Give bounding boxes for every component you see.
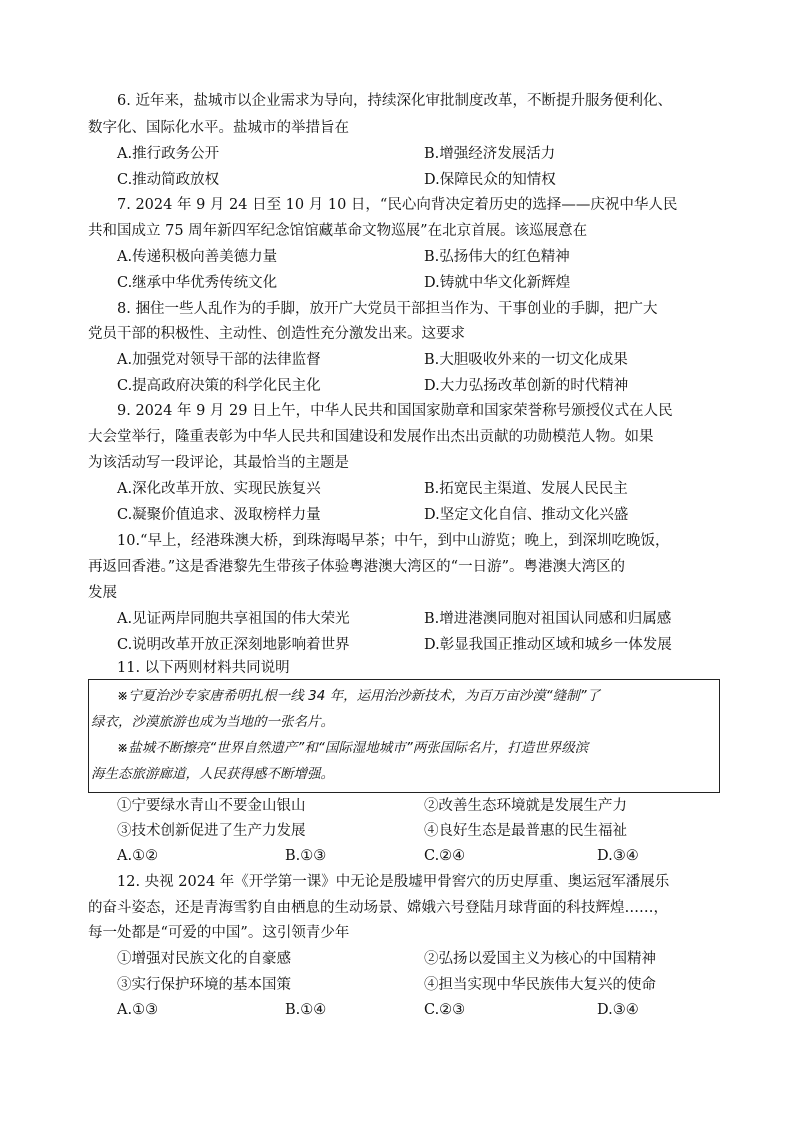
q11-option-a: A.①② [117,848,159,864]
q7-option-a: A.传递积极向善美德力量 [117,249,278,265]
q11-material-box [88,679,720,793]
q11-material-line-1: ※宁夏治沙专家唐希明扎根一线 34 年，运用治沙新技术，为百万亩沙漠“缝制”了 [117,688,601,704]
q12-statement-3: ③实行保护环境的基本国策 [117,977,291,993]
q10-option-d: D.彰显我国正推动区域和城乡一体发展 [424,637,672,653]
q11-statement-2: ②改善生态环境就是发展生产力 [424,798,627,814]
q12-option-b: B.①④ [285,1002,327,1018]
q8-option-d: D.大力弘扬改革创新的时代精神 [424,378,629,394]
q7-option-c: C.继承中华优秀传统文化 [117,275,278,291]
q10-option-c: C.说明改革开放正深刻地影响着世界 [117,637,350,653]
q12-statement-1: ①增强对民族文化的自豪感 [117,951,291,967]
q12-stem-line-2: 的奋斗姿态，还是青海雪豹自由栖息的生动场景、嫦娥六号登陆月球背面的科技辉煌……， [88,900,668,916]
q6-option-c: C.推动简政放权 [117,172,220,188]
q6-option-a: A.推行政务公开 [117,146,220,162]
q12-option-c: C.②③ [424,1002,466,1018]
q10-stem-line-2: 再返回香港。”这是香港黎先生带孩子体验粤港澳大湾区的“一日游”。粤港澳大湾区的 [88,559,625,575]
q11-option-b: B.①③ [285,848,327,864]
q8-option-c: C.提高政府决策的科学化民主化 [117,378,321,394]
q11-statement-3: ③技术创新促进了生产力发展 [117,823,306,839]
q11-stem-line-1: 11. 以下两则材料共同说明 [117,660,290,676]
q11-material-line-2: 绿衣，沙漠旅游也成为当地的一张名片。 [91,714,334,730]
q12-stem-line-3: 每一处都是“可爱的中国”。这引领青少年 [88,925,350,941]
q6-option-d: D.保障民众的知情权 [424,172,556,188]
q7-stem-line-2: 共和国成立 75 周年新四军纪念馆馆藏革命文物巡展”在北京首展。该巡展意在 [88,223,588,239]
q11-statement-1: ①宁要绿水青山不要金山银山 [117,798,306,814]
q11-statement-4: ④良好生态是最普惠的民生福祉 [424,823,627,839]
q9-option-c: C.凝聚价值追求、汲取榜样力量 [117,507,321,523]
q11-option-c: C.②④ [424,848,466,864]
q12-option-a: A.①③ [117,1002,159,1018]
q9-option-a: A.深化改革开放、实现民族复兴 [117,481,321,497]
q6-option-b: B.增强经济发展活力 [424,146,556,162]
q6-stem-line-1: 6. 近年来，盐城市以企业需求为导向，持续深化审批制度改革，不断提升服务便利化、 [117,93,672,109]
q7-option-b: B.弘扬伟大的红色精神 [424,249,570,265]
q10-option-b: B.增进港澳同胞对祖国认同感和归属感 [424,611,672,627]
q9-option-d: D.坚定文化自信、推动文化兴盛 [424,507,629,523]
q12-statement-4: ④担当实现中华民族伟大复兴的使命 [424,977,656,993]
q12-stem-line-1: 12. 央视 2024 年《开学第一课》中无论是殷墟甲骨窖穴的历史厚重、奥运冠军潘展乐 [117,874,670,890]
q11-material-line-3: ※盐城不断擦亮“世界自然遗产”和“国际湿地城市”两张国际名片，打造世界级滨 [117,740,589,756]
q6-stem-line-2: 数字化、国际化水平。盐城市的举措旨在 [88,120,349,136]
q9-stem-line-2: 大会堂举行，隆重表彰为中华人民共和国建设和发展作出杰出贡献的功勋模范人物。如果 [88,429,654,445]
q10-stem-line-1: 10.“早上，经港珠澳大桥，到珠海喝早茶；中午，到中山游览；晚上，到深圳吃晚饭， [117,533,670,549]
q9-stem-line-1: 9. 2024 年 9 月 29 日上午，中华人民共和国国家勋章和国家荣誉称号颁授仪式在人民 [117,403,673,419]
q9-option-b: B.拓宽民主渠道、发展人民民主 [424,481,628,497]
q7-stem-line-1: 7. 2024 年 9 月 24 日至 10 月 10 日，“民心向背决定着历史的选择——庆祝中华人民 [117,197,678,213]
q10-stem-line-3: 发展 [88,585,117,601]
q12-statement-2: ②弘扬以爱国主义为核心的中国精神 [424,951,656,967]
q8-stem-line-1: 8. 捆住一些人乱作为的手脚，放开广大党员干部担当作为、干事创业的手脚，把广大 [117,301,658,317]
q7-option-d: D.铸就中华文化新辉煌 [424,275,571,291]
q8-stem-line-2: 党员干部的积极性、主动性、创造性充分激发出来。这要求 [88,326,465,342]
q8-option-b: B.大胆吸收外来的一切文化成果 [424,352,628,368]
q10-option-a: A.见证两岸同胞共享祖国的伟大荣光 [117,611,350,627]
q8-option-a: A.加强党对领导干部的法律监督 [117,352,321,368]
q9-stem-line-3: 为该活动写一段评论，其最恰当的主题是 [88,455,349,471]
q11-material-line-4: 海生态旅游廊道，人民获得感不断增强。 [91,766,334,782]
q11-option-d: D.③④ [597,848,639,864]
q12-option-d: D.③④ [597,1002,639,1018]
